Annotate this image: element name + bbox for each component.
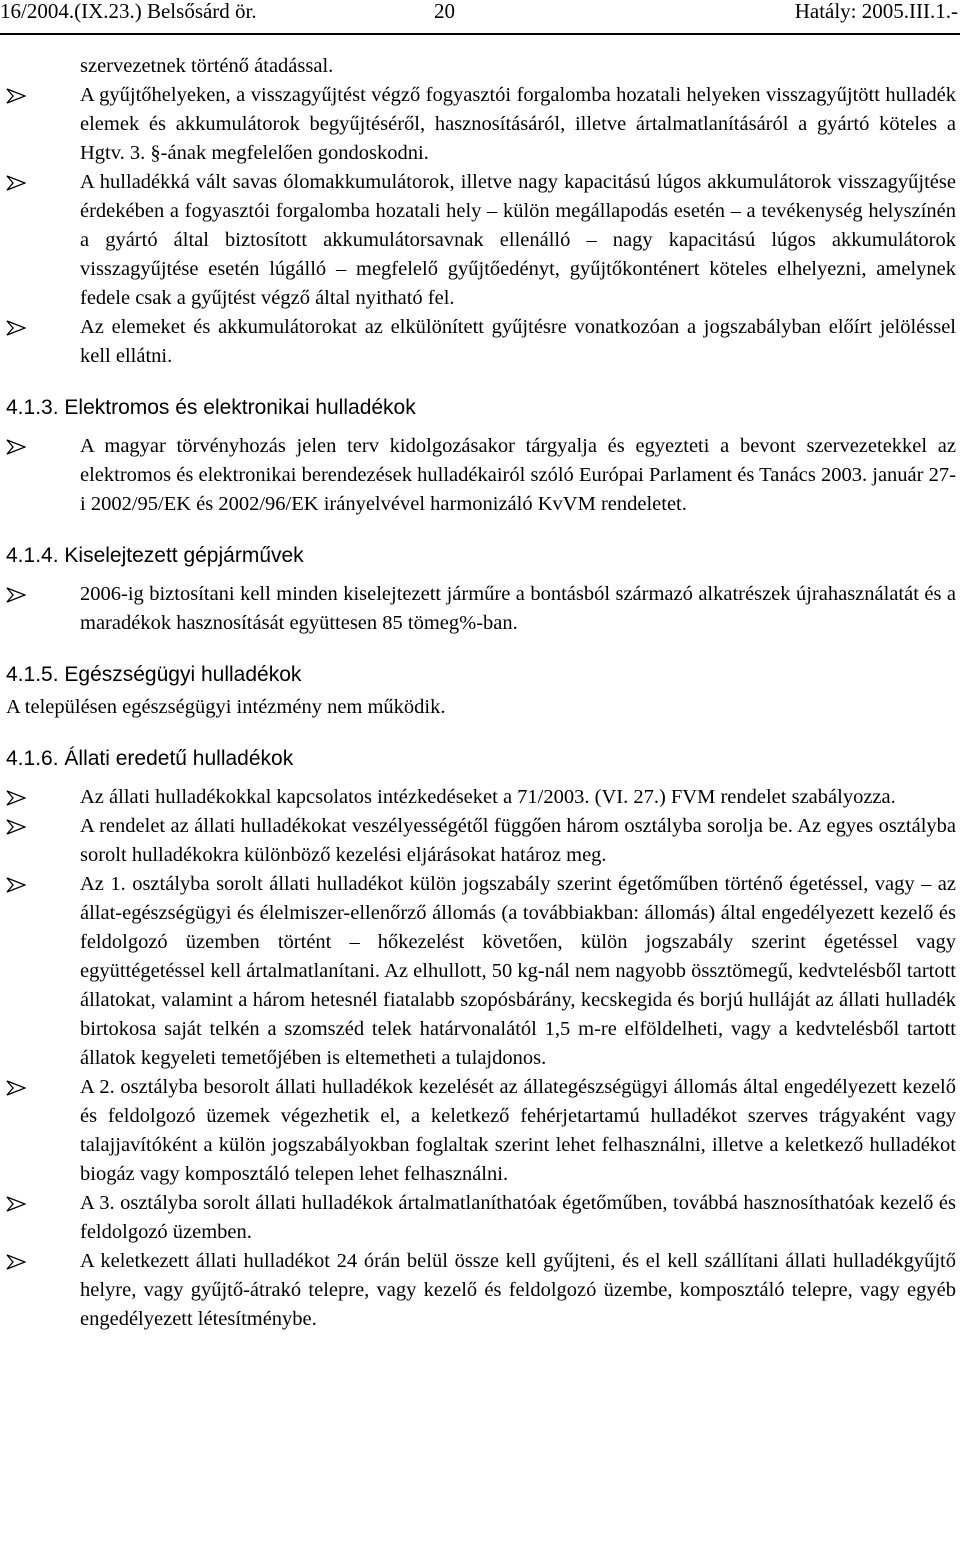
page-number: 20 [434, 0, 455, 23]
continuation-text [6, 52, 956, 81]
section-number: 4.1.3. [6, 396, 59, 419]
list-item [6, 870, 956, 1073]
section-heading-4-1-5 [6, 660, 956, 689]
section-text: A településen egészségügyi intézmény nem működik. [6, 696, 446, 718]
section-number: 4.1.4. [6, 544, 59, 567]
page-header [0, 0, 960, 22]
list-item-text: Az állati hulladékokkal kapcsolatos intézkedéseket a 71/2003. (VI. 27.) FVM rendelet szabályozza. [80, 786, 896, 808]
list-item [6, 1189, 956, 1247]
list-item [6, 1073, 956, 1189]
arrow-bullet-icon [6, 175, 26, 191]
list-item-text: A magyar törvényhozás jelen terv kidolgozásakor tárgyalja és egyezteti a bevont szervezetekkel az elektromos és elektronikai berendezések hulladékairól szóló Európai Parlament és Tanács 2003. január 27-i 2002/95/EK és 2002/96/EK irányelvével harmonizáló KvVM rendeletet. [80, 435, 956, 515]
arrow-bullet-icon [6, 877, 26, 893]
arrow-bullet-icon [6, 88, 26, 104]
list-item [6, 313, 956, 371]
section-heading-4-1-4 [6, 541, 956, 570]
list-item-text: A 2. osztályba besorolt állati hulladékok kezelését az állategészségügyi állomás által engedélyezett kezelő és feldolgozó üzemek végezhetik el, a keletkező fehérjetartamú hulladékot szerves trágyaként vagy talajjavítóként a külön jogszabályokban foglaltak szerint lehet felhasználni, illetve a keletkező hulladékot biogáz vagy komposztáló telepen lehet felhasználni. [80, 1076, 956, 1185]
section-title: Kiselejtezett gépjárművek [64, 544, 304, 567]
list-item [6, 580, 956, 638]
arrow-bullet-icon [6, 790, 26, 806]
arrow-bullet-icon [6, 439, 26, 455]
arrow-bullet-icon [6, 819, 26, 835]
list-item-text: A 3. osztályba sorolt állati hulladékok ártalmatlaníthatóak égetőműben, továbbá hasznosíthatóak kezelő és feldolgozó üzemben. [80, 1192, 956, 1243]
arrow-bullet-icon [6, 320, 26, 336]
list-item-text: Az elemeket és akkumulátorokat az elkülönített gyűjtésre vonatkozóan a jogszabályban előírt jelöléssel kell ellátni. [80, 316, 956, 367]
list-item [6, 812, 956, 870]
list-item-text: A keletkezett állati hulladékot 24 órán belül össze kell gyűjteni, és el kell szállítani állati hulladékgyűjtő helyre, vagy gyűjtő-átrakó telepre, vagy kezelő és feldolgozó üzembe, komposztáló telepre, vagy egyéb engedélyezett létesítménybe. [80, 1250, 956, 1330]
document-body [6, 52, 956, 1334]
list-item-text: 2006-ig biztosítani kell minden kiselejtezett járműre a bontásból származó alkatrészek újrahasználatát és a maradékok hasznosítását együttesen 85 tömeg%-ban. [80, 583, 956, 634]
section-heading-4-1-3 [6, 393, 956, 422]
section-title: Elektromos és elektronikai hulladékok [64, 396, 416, 419]
list-item [6, 783, 956, 812]
list-item-text: A gyűjtőhelyeken, a visszagyűjtést végző fogyasztói forgalomba hozatali helyeken visszagyűjtött hulladék elemek és akkumulátorok begyűjtéséről, hasznosításáról, illetve ártalmatlanításáról a gyártó köteles a Hgtv. 3. §-ának megfelelően gondoskodni. [80, 84, 956, 164]
section-heading-4-1-6 [6, 744, 956, 773]
section-title: Állati eredetű hulladékok [64, 747, 294, 770]
section-title: Egészségügyi hulladékok [64, 663, 302, 686]
list-item-text: A rendelet az állati hulladékokat veszélyességétől függően három osztályba sorolja be. Az egyes osztályba sorolt hulladékokra különböző kezelési eljárásokat határoz meg. [80, 815, 956, 866]
arrow-bullet-icon [6, 1196, 26, 1212]
header-regulation-id: 16/2004.(IX.23.) Belsősárd ör. [0, 0, 257, 23]
list-item [6, 1247, 956, 1334]
arrow-bullet-icon [6, 1080, 26, 1096]
continuation-line: szervezetnek történő átadással. [80, 55, 334, 77]
arrow-bullet-icon [6, 587, 26, 603]
section-number: 4.1.5. [6, 663, 59, 686]
list-item [6, 168, 956, 313]
list-item [6, 81, 956, 168]
list-item-text: Az 1. osztályba sorolt állati hulladékot külön jogszabály szerint égetőműben történő égetéssel, vagy – az állat-egészségügyi és élelmiszer-ellenőrző állomás (a továbbiakban: állomás) által engedélyezett kezelő és feldolgozó üzemben történt – hőkezelést követően, külön jogszabály szerint égetéssel vagy együttégetéssel kell ártalmatlanítani. Az elhullott, 50 kg-nál nem nagyobb össztömegű, kedvtelésből tartott állatokat, valamint a három hetesnél fiatalabb szopósbárány, kecskegida és borjú hulláját az állati hulladék birtokosa saját telkén a szomszéd telek határvonalától 1,5 m-re elföldelheti, vagy a kedvtelésből tartott állatok kegyeleti temetőjében is eltemetheti a tulajdonos. [80, 873, 956, 1069]
header-divider [0, 33, 960, 35]
arrow-bullet-icon [6, 1254, 26, 1270]
section-number: 4.1.6. [6, 747, 59, 770]
list-item-text: A hulladékká vált savas ólomakkumulátorok, illetve nagy kapacitású lúgos akkumulátorok visszagyűjtése érdekében a fogyasztói forgalomba hozatali hely – külön megállapodás esetén – a tevékenység helyszínén a gyártó által biztosított akkumulátorsavnak ellenálló – nagy kapacitású lúgos akkumulátorok visszagyűjtése esetén lúgálló – megfelelő gyűjtőedényt, gyűjtőkonténert köteles elhelyezni, amelynek fedele csak a gyűjtést végző által nyitható fel. [80, 171, 956, 309]
header-effective-date: Hatály: 2005.III.1.- [794, 0, 958, 23]
list-item [6, 432, 956, 519]
